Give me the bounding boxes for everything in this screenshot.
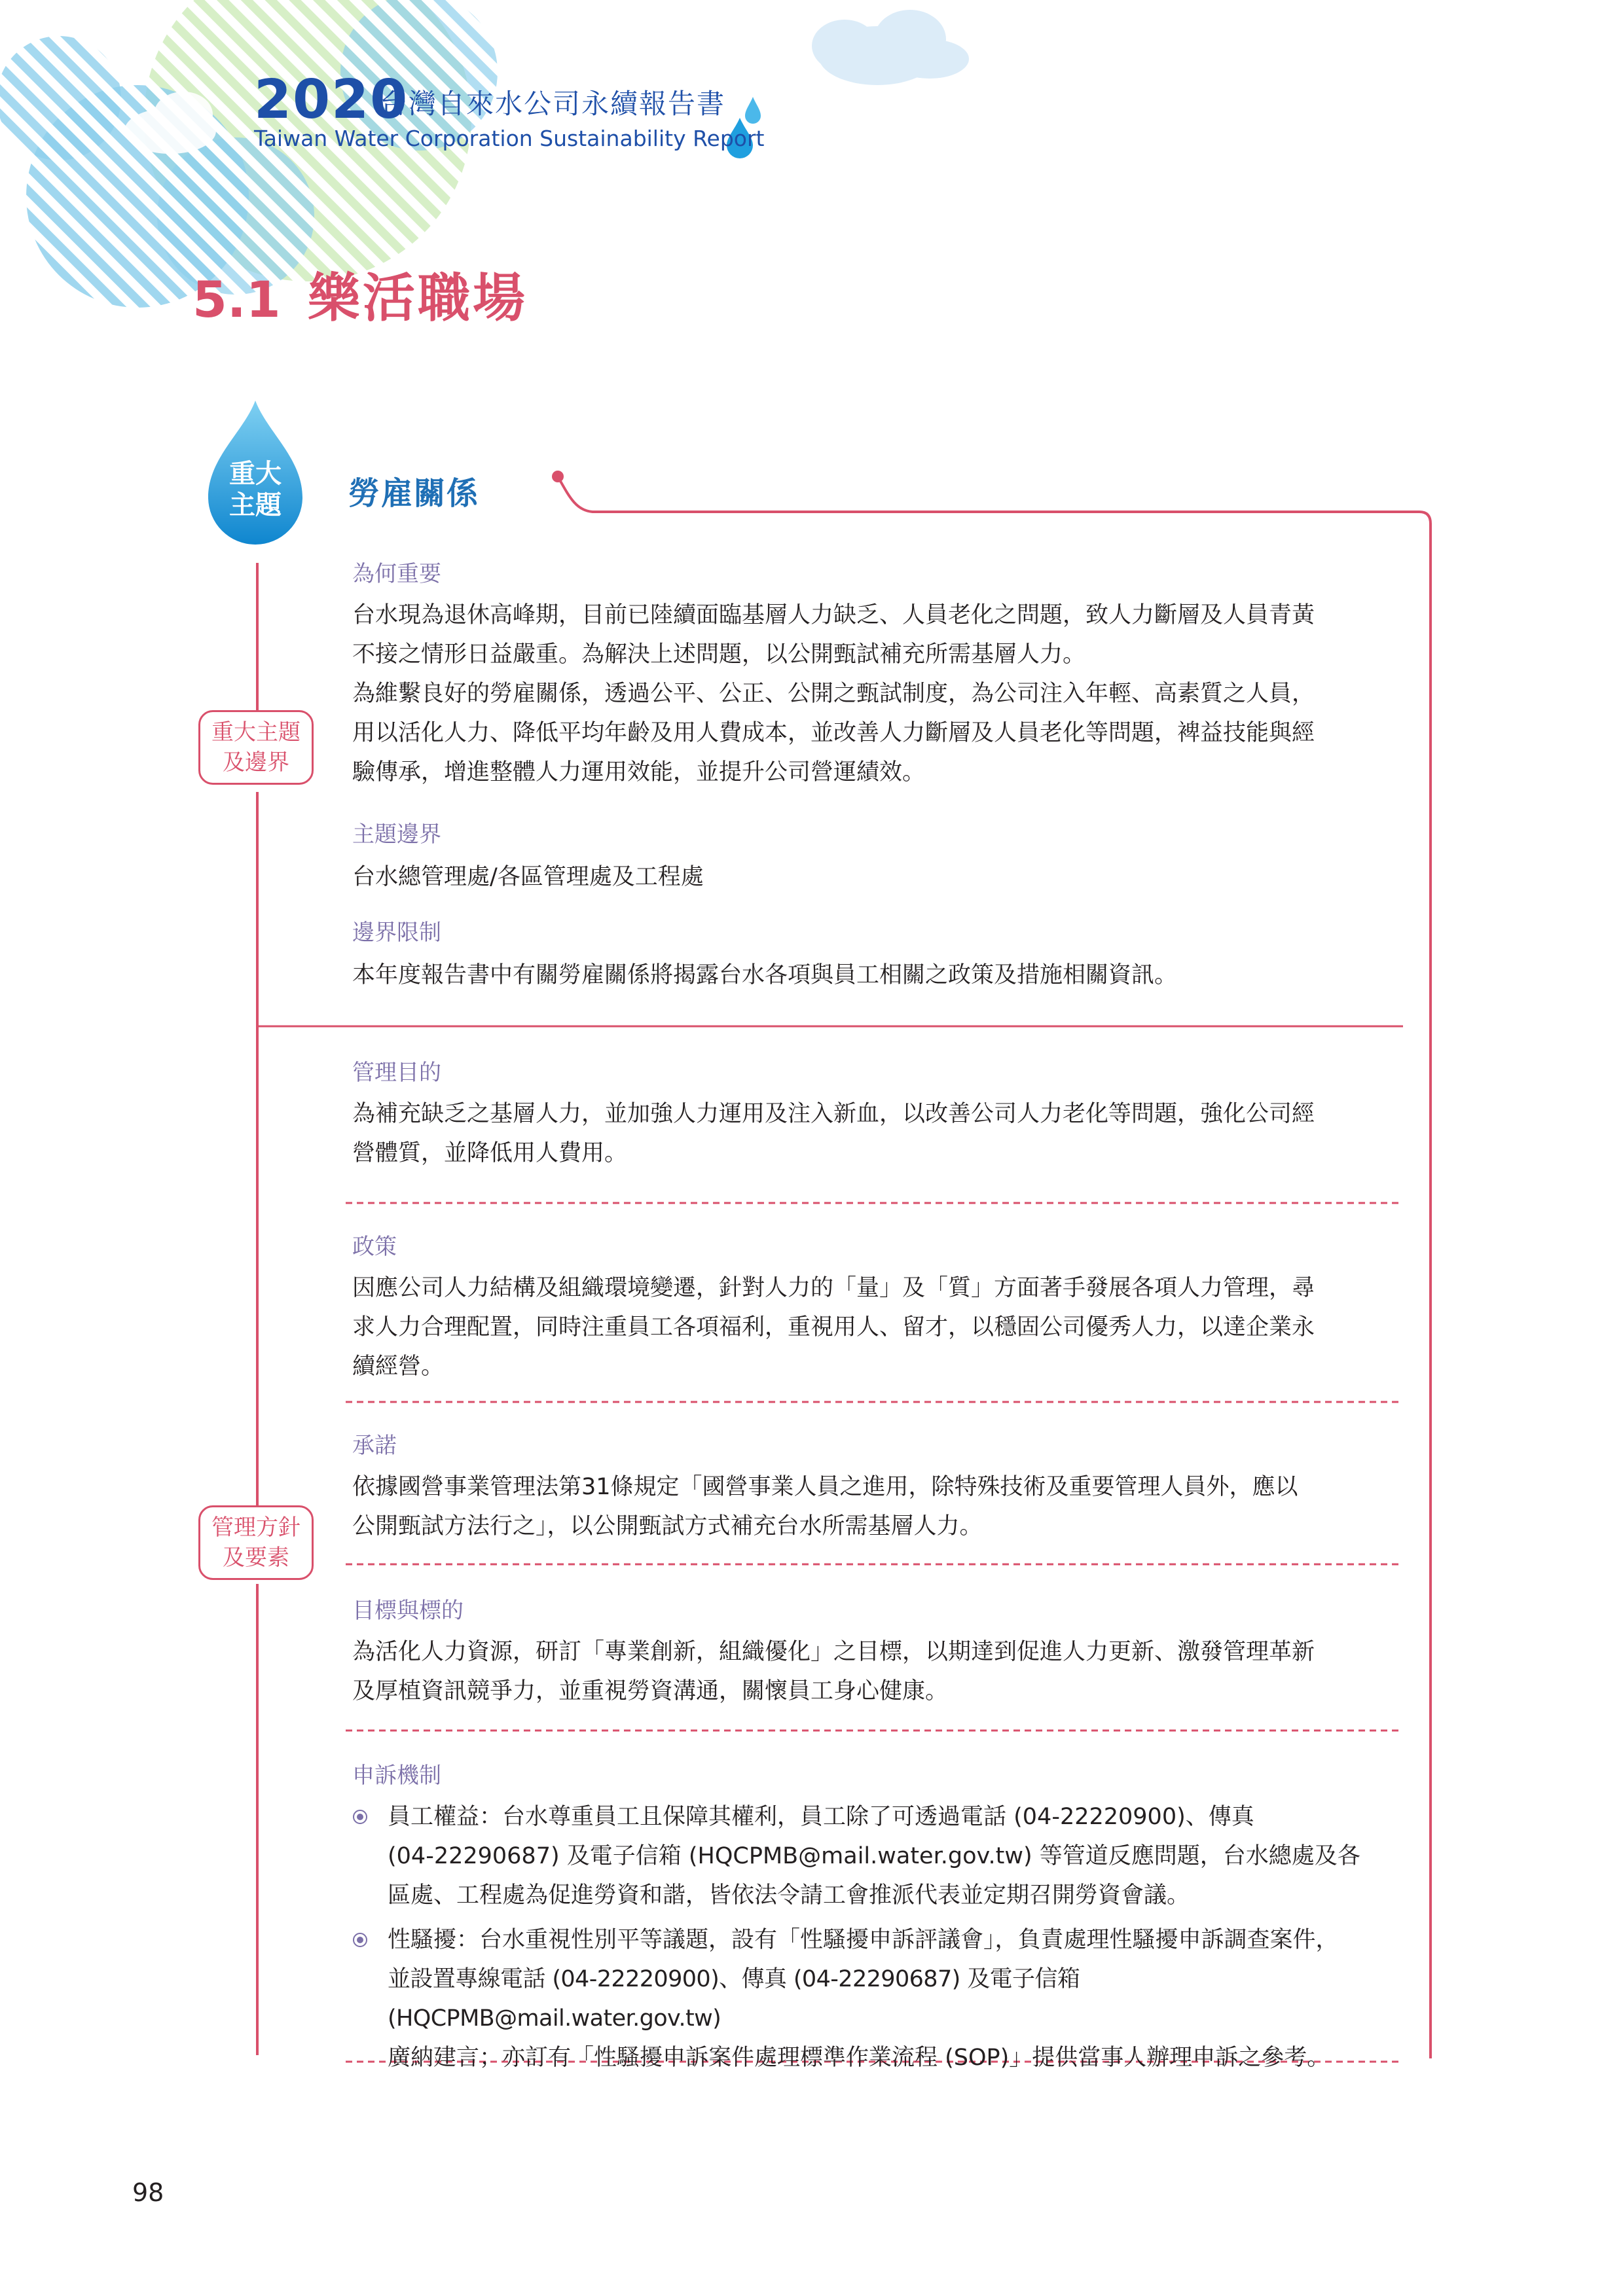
list-item bbox=[352, 1920, 1413, 2077]
text-line: 及厚植資訊競爭力，並重視勞資溝通，關懷員工身心健康。 bbox=[352, 1678, 949, 1704]
report-year: 2020 bbox=[254, 69, 409, 131]
text-line: 區處、工程處為促進勞資和諧，皆依法令請工會推派代表並定期召開勞資會議。 bbox=[388, 1882, 1190, 1909]
side-label-line: 及要素 bbox=[223, 1545, 289, 1571]
side-label-management bbox=[198, 1505, 314, 1580]
side-label-line: 管理方針 bbox=[211, 1515, 301, 1541]
text-line: (04-22290687) 及電子信箱 (HQCPMB@mail.water.gov.tw) 等管道反應問題，台水總處及各 bbox=[388, 1843, 1360, 1869]
page-number: 98 bbox=[132, 2178, 164, 2207]
boundary-heading: 主題邊界 bbox=[352, 821, 441, 848]
text-line: 台水總管理處/各區管理處及工程處 bbox=[352, 864, 704, 890]
text-line: 本年度報告書中有關勞雇關係將揭露台水各項與員工相關之政策及措施相關資訊。 bbox=[352, 962, 1178, 988]
goal-body bbox=[352, 1094, 1400, 1173]
target-heading: 目標與標的 bbox=[352, 1598, 464, 1624]
report-title-en: Taiwan Water Corporation Sustainability Report bbox=[254, 126, 765, 151]
grievance-heading: 申訴機制 bbox=[352, 1763, 441, 1789]
boundary-body bbox=[352, 857, 1400, 897]
text-line: 為活化人力資源，研訂「專業創新，組織優化」之目標，以期達到促進人力更新、激發管理革新 bbox=[352, 1639, 1315, 1665]
text-line: 不接之情形日益嚴重。為解決上述問題，以公開甄試補充所需基層人力。 bbox=[352, 641, 1086, 668]
side-label-line: 重大主題 bbox=[211, 719, 301, 745]
text-line: 因應公司人力結構及組織環境變遷，針對人力的「量」及「質」方面著手發展各項人力管理，尋 bbox=[352, 1275, 1315, 1301]
limit-heading: 邊界限制 bbox=[352, 920, 441, 946]
text-line: 性騷擾：台水重視性別平等議題，設有「性騷擾申訴評議會」，負責處理性騷擾申訴調查案件， bbox=[388, 1927, 1339, 1953]
cloud-icon bbox=[812, 10, 969, 85]
why-body bbox=[352, 596, 1400, 792]
goal-heading: 管理目的 bbox=[352, 1060, 441, 1086]
material-topic-badge bbox=[216, 458, 295, 521]
grievance-body bbox=[352, 1797, 1413, 2077]
why-heading: 為何重要 bbox=[352, 561, 441, 587]
text-line: 為補充缺乏之基層人力，並加強人力運用及注入新血，以改善公司人力老化等問題，強化公司經 bbox=[352, 1101, 1315, 1127]
side-label-boundary bbox=[198, 710, 314, 785]
topic-title: 勞雇關係 bbox=[348, 475, 480, 512]
section-number: 5.1 bbox=[192, 270, 281, 329]
text-line: 台水現為退休高峰期，目前已陸續面臨基層人力缺乏、人員老化之問題，致人力斷層及人員青黃 bbox=[352, 602, 1315, 628]
badge-line-1: 重大 bbox=[229, 459, 282, 489]
policy-body bbox=[352, 1268, 1400, 1386]
policy-heading: 政策 bbox=[352, 1234, 397, 1260]
section-title: 樂活職場 bbox=[308, 268, 528, 329]
text-line: 營體質，並降低用人費用。 bbox=[352, 1140, 628, 1166]
text-line: 驗傳承，增進整體人力運用效能，並提升公司營運績效。 bbox=[352, 759, 926, 785]
text-line: 依據國營事業管理法第31條規定「國營事業人員之進用，除特殊技術及重要管理人員外，應以 bbox=[352, 1474, 1298, 1500]
text-line: 公開甄試方法行之」，以公開甄試方式補充台水所需基層人力。 bbox=[352, 1513, 983, 1539]
side-label-line: 及邊界 bbox=[223, 749, 289, 776]
text-line: 用以活化人力、降低平均年齡及用人費成本，並改善人力斷層及人員老化等問題，裨益技能與經 bbox=[352, 720, 1315, 746]
text-line: 員工權益：台水尊重員工且保障其權利，員工除了可透過電話 (04-22220900)、傳真 bbox=[388, 1804, 1254, 1830]
bullet-icon bbox=[352, 1809, 368, 1825]
text-line: 求人力合理配置，同時注重員工各項福利，重視用人、留才，以穩固公司優秀人力，以達企業永 bbox=[352, 1314, 1315, 1340]
text-line: 續經營。 bbox=[352, 1354, 445, 1380]
water-drop-icon bbox=[745, 97, 761, 124]
report-title-zh: 台灣自來水公司永續報告書 bbox=[380, 88, 726, 120]
text-line: 為維繫良好的勞雇關係，透過公平、公正、公開之甄試制度，為公司注入年輕、高素質之人員， bbox=[352, 681, 1315, 707]
target-body bbox=[352, 1632, 1400, 1711]
commitment-heading: 承諾 bbox=[352, 1433, 397, 1459]
text-line: 廣納建言；亦訂有「性騷擾申訴案件處理標準作業流程 (SOP)」提供當事人辦理申訴之參考。 bbox=[388, 2045, 1330, 2071]
list-item bbox=[352, 1797, 1413, 1915]
badge-line-2: 主題 bbox=[229, 490, 282, 520]
commitment-body bbox=[352, 1467, 1400, 1546]
text-line: 並設置專線電話 (04-22220900)、傳真 (04-22290687) 及電子信箱 (HQCPMB@mail.water.gov.tw) bbox=[388, 1966, 1080, 2032]
bullet-icon bbox=[352, 1932, 368, 1948]
limit-body bbox=[352, 956, 1400, 995]
